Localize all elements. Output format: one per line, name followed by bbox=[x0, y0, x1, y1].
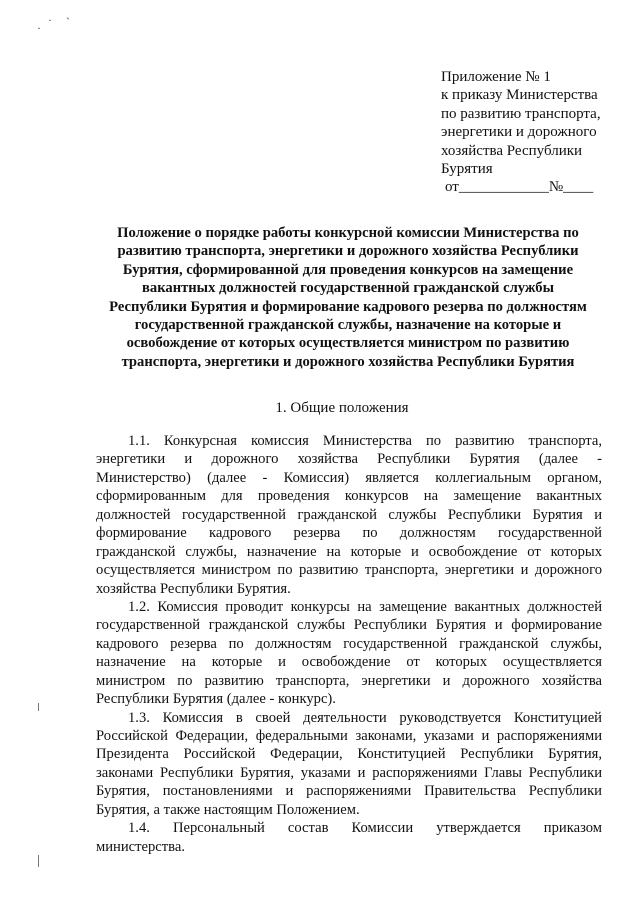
document-title bbox=[86, 224, 610, 371]
paragraph-line: хозяйства Республики Бурятия. bbox=[96, 580, 291, 597]
body-text bbox=[96, 432, 602, 856]
paragraph-line: государственной гражданской службы Республики Бурятия и формирование bbox=[96, 617, 602, 634]
scan-speck: · bbox=[37, 21, 41, 35]
appendix-line: к приказу Министерства bbox=[441, 87, 598, 104]
paragraph-line: 1.3. Комиссия в своей деятельности руководствуется Конституцией bbox=[128, 709, 602, 726]
paragraph-line: Президента Российской Федерации, Конституцией Республики Бурятия, bbox=[96, 746, 602, 763]
paragraph-line: законами Республики Бурятия, указами и распоряжениями Главы Республики bbox=[96, 764, 602, 781]
appendix-block bbox=[441, 68, 621, 197]
paragraph-line: 1.4. Персональный состав Комиссии утверждается приказом bbox=[128, 820, 602, 837]
paragraph-line: министром по развитию транспорта, энергетики и дорожного хозяйства bbox=[96, 672, 602, 689]
paragraph-line: гражданской службы, назначение на которые и освобождение от которых bbox=[96, 543, 602, 560]
appendix-line: Приложение № 1 bbox=[441, 69, 551, 85]
title-line: государственной гражданской службы, назначение на которые и bbox=[134, 317, 562, 334]
title-line: вакантных должностей государственной гражданской службы bbox=[142, 280, 554, 297]
paragraph-line: назначение на которые и освобождение от которых осуществляется bbox=[96, 654, 602, 671]
title-line: транспорта, энергетики и дорожного хозяйства Республики Бурятия bbox=[121, 353, 575, 370]
paragraph-line: Республики Бурятия (далее - конкурс). bbox=[96, 691, 336, 708]
paragraph-line: 1.1. Конкурсная комиссия Министерства по развитию транспорта, bbox=[128, 433, 602, 449]
appendix-line: по развитию транспорта, bbox=[441, 105, 601, 122]
appendix-line: хозяйства Республики bbox=[441, 142, 583, 159]
paragraph-line: формирование кадрового резерва по должностям государственной bbox=[96, 525, 602, 542]
scan-speck: ` bbox=[66, 15, 70, 29]
paragraph-line: кадрового резерва по должностям государственной гражданской службы, bbox=[96, 635, 602, 652]
paragraph-line: Российской Федерации, федеральными законами, указами и распоряжениями bbox=[96, 728, 602, 744]
paragraph-line: осуществляется министром по развитию транспорта, энергетики и дорожного bbox=[96, 562, 602, 579]
title-line: освобождение от которых осуществляется министром по развитию bbox=[126, 335, 570, 352]
paragraph-line: 1.2. Комиссия проводит конкурсы на замещение вакантных должностей bbox=[128, 598, 602, 615]
title-line: Бурятия, сформированной для проведения конкурсов на замещение bbox=[122, 261, 574, 278]
scan-speck: · bbox=[48, 13, 52, 27]
paragraph-line: Министерство) (далее - Комиссия) является коллегиальным органом, bbox=[96, 469, 602, 486]
paragraph-line: Бурятия, постановлениями и распоряжениями Правительства Республики bbox=[96, 783, 602, 800]
section-heading: 1. Общие положения bbox=[275, 400, 409, 416]
paragraph-line: энергетики и дорожного хозяйства Республики Бурятия (далее - bbox=[96, 451, 602, 468]
appendix-date-line: от____________№____ bbox=[445, 179, 594, 196]
paragraph-line: Бурятия, а также настоящим Положением. bbox=[96, 801, 360, 818]
scan-mark bbox=[38, 855, 39, 867]
paragraph-line: сформированным для проведения конкурсов на замещение вакантных bbox=[96, 488, 602, 505]
paragraph-line: министерства. bbox=[96, 838, 185, 855]
appendix-line: энергетики и дорожного bbox=[441, 124, 597, 141]
title-line: развитию транспорта, энергетики и дорожного хозяйства Республики bbox=[117, 243, 579, 260]
title-line: Положение о порядке работы конкурсной комиссии Министерства по bbox=[117, 225, 579, 241]
title-line: Республики Бурятия и формирование кадрового резерва по должностям bbox=[109, 298, 587, 315]
paragraph-line: должностей государственной гражданской службы Республики Бурятия и bbox=[96, 506, 602, 523]
appendix-line: Бурятия bbox=[441, 161, 493, 178]
scan-mark bbox=[38, 703, 39, 711]
